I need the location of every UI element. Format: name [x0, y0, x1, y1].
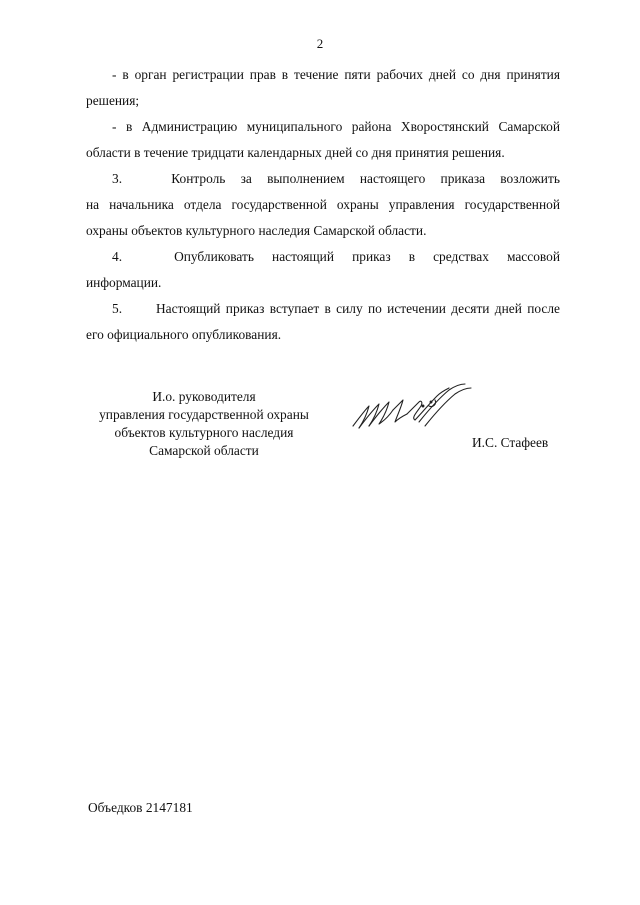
clause-3 [86, 166, 560, 244]
clause-4-word: приказ [352, 249, 391, 264]
dash-item-registration-line2: решения; [86, 93, 140, 108]
dash-item-administration-line2: области в течение тридцати календарных дней со дня принятия решения. [86, 145, 505, 160]
clause-3-number: 3. [112, 171, 123, 186]
clause-5 [86, 296, 560, 348]
clause-4-number: 4. [112, 249, 123, 264]
page-number: 2 [316, 36, 324, 51]
clause-3-line3: охраны объектов культурного наследия Самарской области. [86, 223, 427, 238]
clause-4-word: Опубликовать [174, 249, 254, 264]
clause-4 [86, 244, 560, 296]
clause-4-line1 [86, 244, 560, 270]
clause-4-word: в [408, 249, 416, 264]
signatory-title-block [86, 388, 322, 460]
clause-5-number: 5. [112, 301, 123, 316]
clause-3-word: Контроль [171, 171, 226, 186]
clause-3-word: за [240, 171, 252, 186]
clause-4-word: настоящий [272, 249, 335, 264]
dash-item-administration [86, 114, 560, 166]
clause-5-text: Настоящий приказ вступает в силу по истечении десяти дней после [156, 301, 560, 316]
clause-4-word: средствах [433, 249, 489, 264]
clause-4-line2: информации. [86, 275, 162, 290]
clause-3-word: возложить [500, 171, 560, 186]
dash-item-registration [86, 62, 560, 114]
executor-note: Объедков 2147181 [88, 800, 193, 815]
clause-3-word: настоящего [359, 171, 426, 186]
signatory-title-line: И.о. руководителя [152, 389, 256, 404]
clause-3-word: приказа [440, 171, 486, 186]
clause-5-line2: его официального опубликования. [86, 327, 282, 342]
clause-4-word: массовой [506, 249, 560, 264]
signatory-title-line: Самарской области [149, 443, 259, 458]
clause-3-line1 [86, 166, 560, 192]
clause-3-line2: на начальника отдела государственной охраны управления государственной [86, 197, 560, 212]
signatory-title-line: объектов культурного наследия [114, 425, 294, 440]
clause-5-line1 [86, 296, 560, 322]
dash-item-registration-line1: - в орган регистрации прав в течение пяти рабочих дней со дня принятия [112, 67, 560, 82]
clause-3-word: выполнением [267, 171, 345, 186]
dash-item-administration-line1: - в Администрацию муниципального района Хворостянский Самарской [112, 119, 560, 134]
signatory-title-line: управления государственной охраны [99, 407, 309, 422]
signer-name: И.С. Стафеев [472, 435, 549, 450]
